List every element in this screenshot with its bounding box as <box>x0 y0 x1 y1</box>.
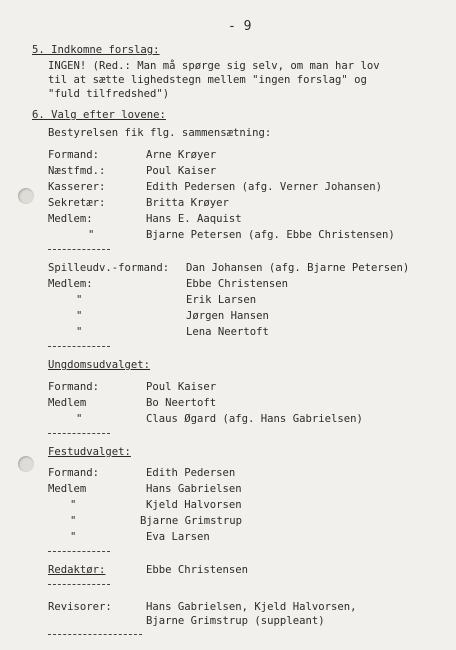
editor-name: Ebbe Christensen <box>146 564 249 576</box>
party-role: " <box>70 499 77 511</box>
board-role: Kasserer: <box>48 181 106 193</box>
auditors-label: Revisorer: <box>48 601 112 613</box>
punch-hole-bottom <box>18 456 34 472</box>
party-name: Eva Larsen <box>146 531 210 543</box>
section-5-line-1: INGEN! (Red.: Man må spørge sig selv, om man har lov <box>48 60 380 72</box>
party-name: Hans Gabrielsen <box>146 483 242 495</box>
board-role: Næstfmd.: <box>48 165 106 177</box>
board-name: Edith Pedersen (afg. Verner Johansen) <box>146 181 382 193</box>
section-5-line-3: "fuld tilfredshed") <box>48 88 170 100</box>
youth-role: " <box>76 413 83 425</box>
section-divider <box>48 249 110 250</box>
board-role: Formand: <box>48 149 100 161</box>
board-role: " <box>88 229 95 241</box>
board-name: Bjarne Petersen (afg. Ebbe Christensen) <box>146 229 395 241</box>
board-name: Hans E. Aaquist <box>146 213 242 225</box>
games-name: Dan Johansen (afg. Bjarne Petersen) <box>186 262 410 274</box>
youth-name: Bo Neertoft <box>146 397 217 409</box>
board-name: Britta Krøyer <box>146 197 229 209</box>
section-divider <box>48 433 110 434</box>
youth-role: Medlem <box>48 397 87 409</box>
games-name: Ebbe Christensen <box>186 278 289 290</box>
party-name: Kjeld Halvorsen <box>146 499 242 511</box>
games-role: " <box>76 310 83 322</box>
party-role: Medlem <box>48 483 87 495</box>
section-6-heading: 6. Valg efter lovene: <box>32 109 166 121</box>
board-name: Poul Kaiser <box>146 165 217 177</box>
games-role: Spilleudv.-formand: <box>48 262 170 274</box>
party-name: Bjarne Grimstrup <box>140 515 243 527</box>
youth-name: Claus Øgard (afg. Hans Gabrielsen) <box>146 413 363 425</box>
games-role: " <box>76 326 83 338</box>
youth-role: Formand: <box>48 381 100 393</box>
games-role: Medlem: <box>48 278 93 290</box>
punch-hole-top <box>18 188 34 204</box>
board-name: Arne Krøyer <box>146 149 217 161</box>
section-5-line-2: til at sætte lighedstegn mellem "ingen forslag" og <box>48 74 367 86</box>
page-number: - 9 <box>228 19 252 34</box>
party-committee-heading: Festudvalget: <box>48 446 131 458</box>
editor-label: Redaktør: <box>48 564 106 576</box>
games-name: Jørgen Hansen <box>186 310 269 322</box>
games-name: Lena Neertoft <box>186 326 269 338</box>
games-role: " <box>76 294 83 306</box>
party-role: " <box>70 515 77 527</box>
section-divider <box>48 634 142 635</box>
youth-committee-heading: Ungdomsudvalget: <box>48 359 151 371</box>
youth-name: Poul Kaiser <box>146 381 217 393</box>
board-role: Sekretær: <box>48 197 106 209</box>
section-5-heading: 5. Indkomne forslag: <box>32 44 160 56</box>
games-name: Erik Larsen <box>186 294 257 306</box>
section-divider <box>48 551 110 552</box>
section-divider <box>48 346 110 347</box>
party-role: Formand: <box>48 467 100 479</box>
auditors-line-1: Hans Gabrielsen, Kjeld Halvorsen, <box>146 601 357 613</box>
auditors-line-2: Bjarne Grimstrup (suppleant) <box>146 615 325 627</box>
party-role: " <box>70 531 77 543</box>
board-role: Medlem: <box>48 213 93 225</box>
section-6-intro: Bestyrelsen fik flg. sammensætning: <box>48 127 272 139</box>
party-name: Edith Pedersen <box>146 467 236 479</box>
section-divider <box>48 584 110 585</box>
